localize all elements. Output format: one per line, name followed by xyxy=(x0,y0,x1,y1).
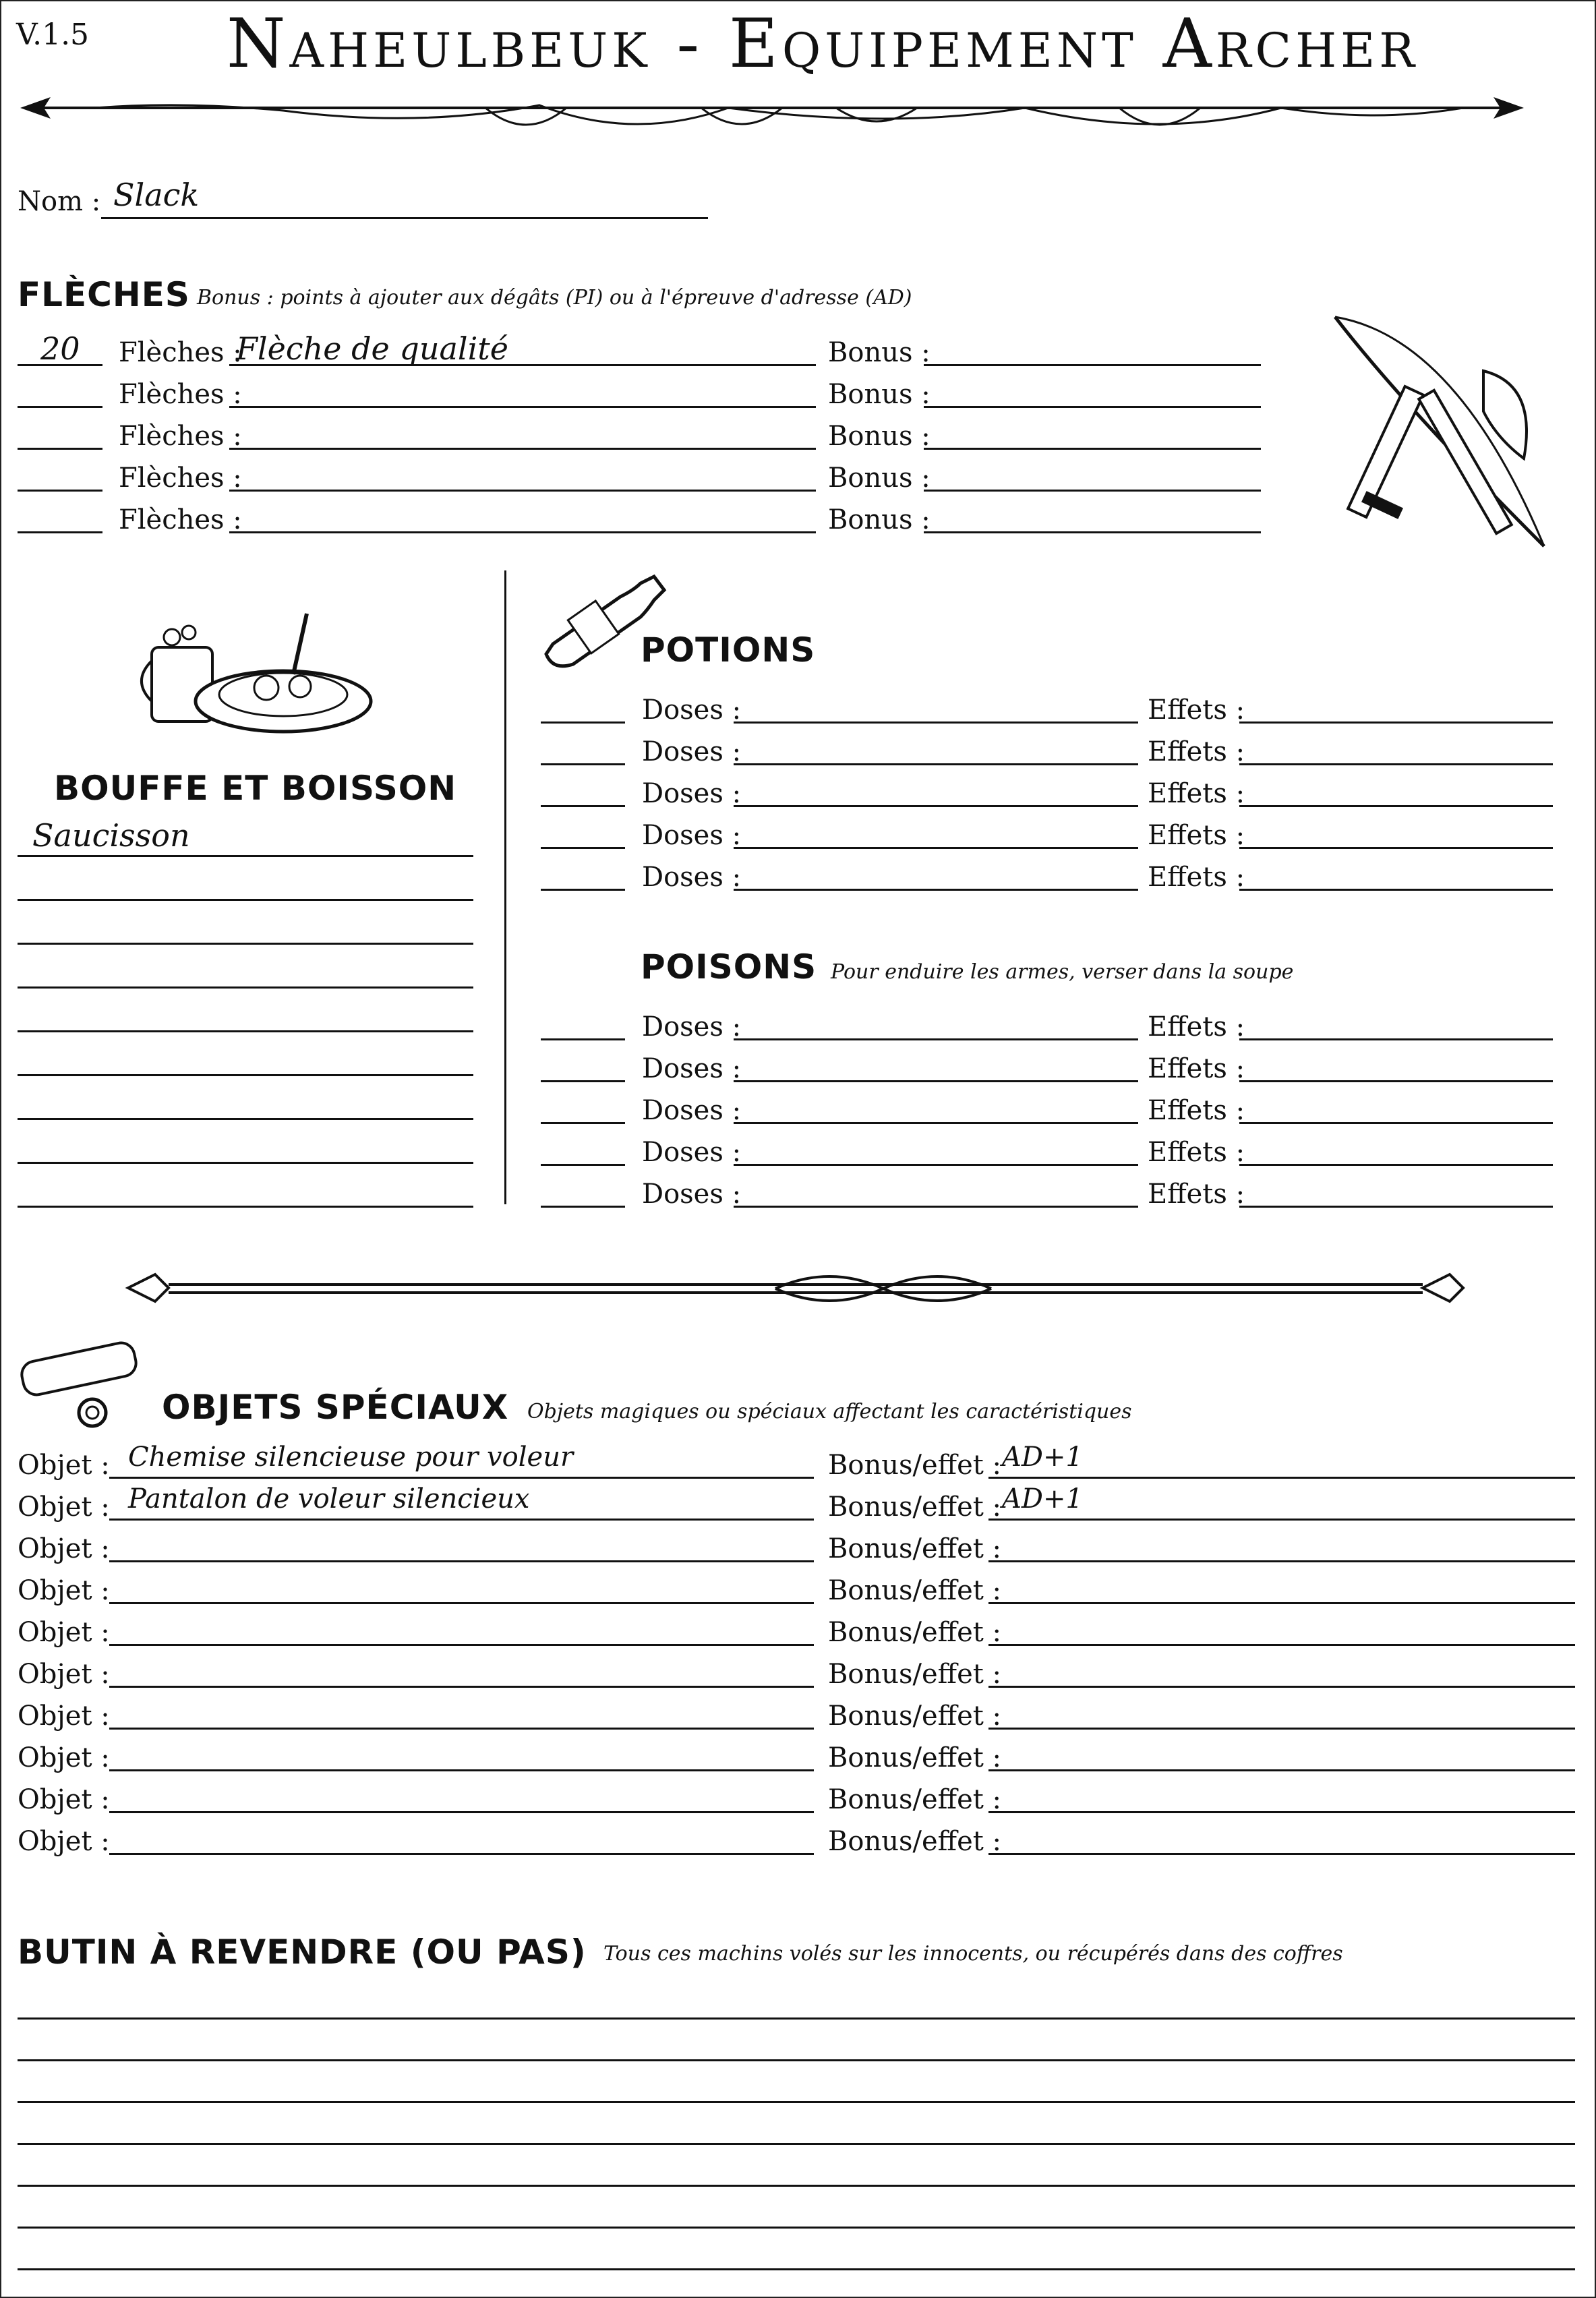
special-object-field[interactable] xyxy=(109,1853,814,1855)
arrow-bonus-label: Bonus : xyxy=(828,463,930,494)
special-bonus-field[interactable] xyxy=(988,1811,1575,1813)
poisons-doses-field[interactable] xyxy=(734,1164,1138,1166)
special-object-field[interactable] xyxy=(109,1644,814,1646)
potions-effects-field[interactable] xyxy=(1239,763,1553,765)
loot-section-subtitle: Tous ces machins volés sur les innocents, ou récupérés dans des coffres xyxy=(603,1942,1343,1966)
special-bonus-label: Bonus/effet : xyxy=(828,1784,1002,1815)
special-bonus-label: Bonus/effet : xyxy=(828,1533,1002,1564)
food-line[interactable] xyxy=(18,986,473,989)
special-bonus-value[interactable]: AD+1 xyxy=(1002,1483,1083,1514)
crossed-weapons-icon xyxy=(1322,310,1571,553)
loot-line[interactable] xyxy=(18,2101,1575,2103)
potions-doses-field[interactable] xyxy=(734,805,1138,807)
potions-doses-label: Doses : xyxy=(642,695,742,726)
special-object-field[interactable] xyxy=(109,1519,814,1521)
arrow-count-field[interactable] xyxy=(18,406,102,408)
special-object-field[interactable] xyxy=(109,1769,814,1771)
poisons-qty-field[interactable] xyxy=(541,1122,625,1124)
special-bonus-field[interactable] xyxy=(988,1686,1575,1688)
special-bonus-label: Bonus/effet : xyxy=(828,1575,1002,1606)
arrow-type-field[interactable] xyxy=(229,448,816,450)
poisons-doses-label: Doses : xyxy=(642,1179,742,1210)
arrow-count-field[interactable] xyxy=(18,448,102,450)
potions-effects-label: Effets : xyxy=(1148,695,1245,726)
arrow-bonus-label: Bonus : xyxy=(828,337,930,368)
food-section-title: BOUFFE ET BOISSON xyxy=(54,769,457,808)
potions-qty-field[interactable] xyxy=(541,805,625,807)
page-title: Naheulbeuk - Equipement Archer xyxy=(227,4,1419,83)
special-object-field[interactable] xyxy=(109,1686,814,1688)
special-bonus-field[interactable] xyxy=(988,1477,1575,1479)
potions-effects-label: Effets : xyxy=(1148,820,1245,851)
poisons-section-title: POISONS xyxy=(641,947,817,986)
name-value[interactable]: Slack xyxy=(113,177,200,213)
special-object-label: Objet : xyxy=(18,1826,110,1857)
name-field[interactable] xyxy=(101,217,708,219)
name-label: Nom : xyxy=(18,186,101,217)
special-object-field[interactable] xyxy=(109,1602,814,1604)
poisons-doses-field[interactable] xyxy=(734,1038,1138,1040)
potions-section-title: POTIONS xyxy=(641,630,816,670)
special-bonus-value[interactable]: AD+1 xyxy=(1002,1442,1083,1473)
potions-doses-field[interactable] xyxy=(734,721,1138,724)
poisons-doses-label: Doses : xyxy=(642,1011,742,1042)
special-bonus-field[interactable] xyxy=(988,1644,1575,1646)
arrow-bonus-field[interactable] xyxy=(924,448,1261,450)
loot-line[interactable] xyxy=(18,2017,1575,2020)
potions-qty-field[interactable] xyxy=(541,763,625,765)
special-bonus-label: Bonus/effet : xyxy=(828,1826,1002,1857)
poisons-effects-label: Effets : xyxy=(1148,1179,1245,1210)
arrow-bonus-label: Bonus : xyxy=(828,379,930,410)
arrow-type-field[interactable] xyxy=(229,406,816,408)
potions-effects-field[interactable] xyxy=(1239,847,1553,849)
poisons-doses-field[interactable] xyxy=(734,1122,1138,1124)
poisons-qty-field[interactable] xyxy=(541,1038,625,1040)
potions-doses-field[interactable] xyxy=(734,763,1138,765)
food-line[interactable] xyxy=(18,1030,473,1032)
arrow-type-field[interactable] xyxy=(229,531,816,533)
special-bonus-field[interactable] xyxy=(988,1853,1575,1855)
arrows-section-title: FLÈCHES xyxy=(18,275,190,314)
potions-qty-field[interactable] xyxy=(541,847,625,849)
potions-doses-label: Doses : xyxy=(642,820,742,851)
poisons-effects-label: Effets : xyxy=(1148,1053,1245,1084)
potions-effects-label: Effets : xyxy=(1148,736,1245,767)
food-and-drink-icon xyxy=(138,607,374,742)
poisons-effects-field[interactable] xyxy=(1239,1038,1553,1040)
scroll-and-ring-icon xyxy=(15,1332,156,1433)
food-item-value[interactable]: Saucisson xyxy=(32,817,190,854)
special-object-field[interactable] xyxy=(109,1811,814,1813)
poisons-doses-label: Doses : xyxy=(642,1095,742,1126)
poisons-qty-field[interactable] xyxy=(541,1080,625,1082)
poisons-effects-label: Effets : xyxy=(1148,1095,1245,1126)
potions-qty-field[interactable] xyxy=(541,889,625,891)
special-object-label: Objet : xyxy=(18,1659,110,1690)
arrow-row-label: Flèches : xyxy=(119,504,242,535)
potions-qty-field[interactable] xyxy=(541,721,625,724)
arrow-bonus-field[interactable] xyxy=(924,406,1261,408)
poisons-effects-field[interactable] xyxy=(1239,1122,1553,1124)
potions-doses-field[interactable] xyxy=(734,847,1138,849)
arrow-bonus-field[interactable] xyxy=(924,490,1261,492)
potions-effects-field[interactable] xyxy=(1239,721,1553,724)
food-line[interactable] xyxy=(18,943,473,945)
arrow-count-field[interactable] xyxy=(18,531,102,533)
food-line[interactable] xyxy=(18,899,473,901)
special-bonus-label: Bonus/effet : xyxy=(828,1492,1002,1523)
poisons-qty-field[interactable] xyxy=(541,1206,625,1208)
special-object-label: Objet : xyxy=(18,1575,110,1606)
poisons-effects-label: Effets : xyxy=(1148,1011,1245,1042)
special-bonus-label: Bonus/effet : xyxy=(828,1617,1002,1648)
special-object-value[interactable]: Pantalon de voleur silencieux xyxy=(128,1483,530,1514)
arrow-bonus-field[interactable] xyxy=(924,364,1261,366)
special-bonus-field[interactable] xyxy=(988,1769,1575,1771)
arrow-type-field[interactable] xyxy=(229,490,816,492)
special-bonus-label: Bonus/effet : xyxy=(828,1701,1002,1732)
arrow-count-value[interactable]: 20 xyxy=(40,330,80,367)
potions-doses-label: Doses : xyxy=(642,736,742,767)
special-section-title: OBJETS SPÉCIAUX xyxy=(162,1388,509,1427)
potions-doses-label: Doses : xyxy=(642,862,742,893)
food-line[interactable] xyxy=(18,855,473,857)
special-section-subtitle: Objets magiques ou spéciaux affectant les caractéristiques xyxy=(527,1400,1132,1423)
poisons-effects-field[interactable] xyxy=(1239,1080,1553,1082)
arrow-row-label: Flèches : xyxy=(119,463,242,494)
poisons-effects-label: Effets : xyxy=(1148,1137,1245,1168)
special-object-label: Objet : xyxy=(18,1784,110,1815)
potions-effects-field[interactable] xyxy=(1239,889,1553,891)
special-bonus-label: Bonus/effet : xyxy=(828,1742,1002,1773)
food-line[interactable] xyxy=(18,1206,473,1208)
poisons-doses-field[interactable] xyxy=(734,1206,1138,1208)
arrows-section-subtitle: Bonus : points à ajouter aux dégâts (PI) ou à l'épreuve d'adresse (AD) xyxy=(197,286,912,310)
arrow-bonus-field[interactable] xyxy=(924,531,1261,533)
special-object-label: Objet : xyxy=(18,1533,110,1564)
arrow-count-field[interactable] xyxy=(18,490,102,492)
potions-doses-label: Doses : xyxy=(642,778,742,809)
loot-line[interactable] xyxy=(18,2185,1575,2187)
loot-line[interactable] xyxy=(18,2059,1575,2061)
special-object-label: Objet : xyxy=(18,1450,110,1481)
potions-effects-label: Effets : xyxy=(1148,778,1245,809)
poisons-effects-field[interactable] xyxy=(1239,1164,1553,1166)
special-bonus-field[interactable] xyxy=(988,1728,1575,1730)
food-line[interactable] xyxy=(18,1162,473,1164)
poisons-section-subtitle: Pour enduire les armes, verser dans la soupe xyxy=(831,960,1294,984)
special-object-value[interactable]: Chemise silencieuse pour voleur xyxy=(128,1442,574,1473)
potions-effects-label: Effets : xyxy=(1148,862,1245,893)
arrow-bonus-label: Bonus : xyxy=(828,421,930,452)
loot-section-title: BUTIN À REVENDRE (OU PAS) xyxy=(18,1933,587,1972)
special-bonus-field[interactable] xyxy=(988,1602,1575,1604)
loot-line[interactable] xyxy=(18,2268,1575,2270)
potions-doses-field[interactable] xyxy=(734,889,1138,891)
special-object-label: Objet : xyxy=(18,1617,110,1648)
loot-line[interactable] xyxy=(18,2143,1575,2145)
special-object-label: Objet : xyxy=(18,1492,110,1523)
poisons-doses-field[interactable] xyxy=(734,1080,1138,1082)
special-bonus-label: Bonus/effet : xyxy=(828,1450,1002,1481)
arrow-type-value[interactable]: Flèche de qualité xyxy=(236,330,509,367)
special-object-label: Objet : xyxy=(18,1701,110,1732)
poisons-effects-field[interactable] xyxy=(1239,1206,1553,1208)
special-bonus-field[interactable] xyxy=(988,1519,1575,1521)
special-object-field[interactable] xyxy=(109,1728,814,1730)
special-object-field[interactable] xyxy=(109,1560,814,1562)
food-line[interactable] xyxy=(18,1074,473,1076)
special-object-field[interactable] xyxy=(109,1477,814,1479)
food-line[interactable] xyxy=(18,1118,473,1120)
special-bonus-label: Bonus/effet : xyxy=(828,1659,1002,1690)
special-object-label: Objet : xyxy=(18,1742,110,1773)
arrow-row-label: Flèches : xyxy=(119,337,242,368)
column-divider xyxy=(504,570,506,1204)
poisons-qty-field[interactable] xyxy=(541,1164,625,1166)
version-label: V.1.5 xyxy=(16,18,90,52)
potions-effects-field[interactable] xyxy=(1239,805,1553,807)
poisons-doses-label: Doses : xyxy=(642,1053,742,1084)
arrow-bonus-label: Bonus : xyxy=(828,504,930,535)
arrow-row-label: Flèches : xyxy=(119,379,242,410)
special-bonus-field[interactable] xyxy=(988,1560,1575,1562)
poisons-doses-label: Doses : xyxy=(642,1137,742,1168)
staff-divider-icon xyxy=(128,1264,1463,1312)
loot-line[interactable] xyxy=(18,2227,1575,2229)
arrow-banner-icon xyxy=(13,88,1531,142)
arrow-row-label: Flèches : xyxy=(119,421,242,452)
